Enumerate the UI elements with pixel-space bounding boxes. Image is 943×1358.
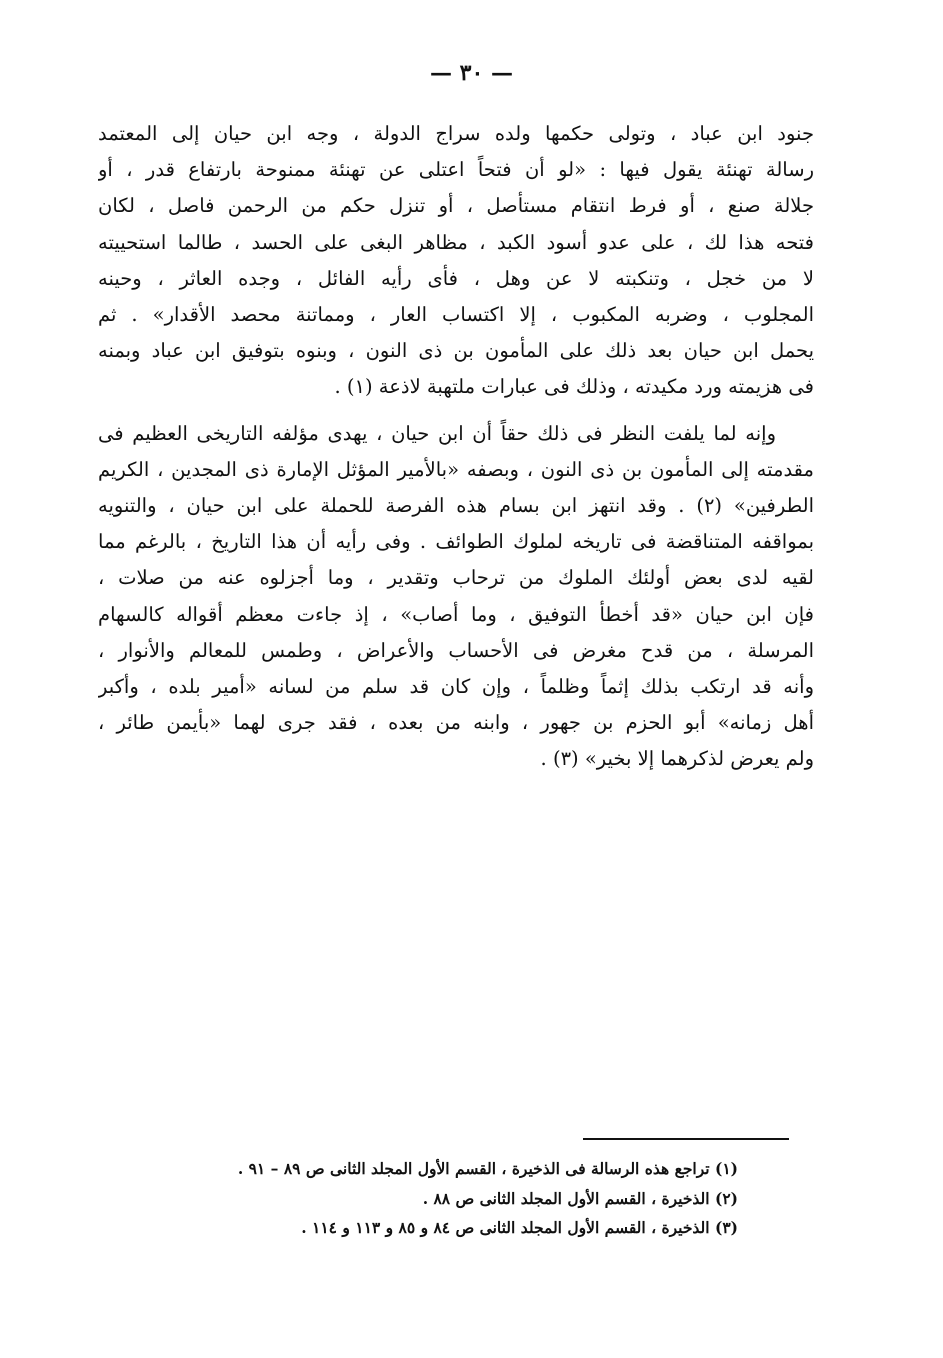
paragraph-2: [98, 416, 814, 778]
footnotes: [150, 1154, 738, 1243]
text-line: فإن ابن حيان «قد أخطأ التوفيق ، وما أصاب» ، إذ جاءت معظم أقواله كالسهام: [98, 602, 814, 626]
footnote-separator: [583, 1138, 789, 1140]
text-line: لا من خجل ، وتنكبته لا عن وهل ، فأى رأيه الفائل ، وجده العاثر ، وحينه: [98, 266, 814, 290]
text-line: وإنه لما يلفت النظر فى ذلك حقاً أن ابن حيان ، يهدى مؤلفه التاريخى العظيم فى: [98, 421, 776, 445]
text-line: المرسلة ، من قدح مغرض فى الأحساب والأعراض ، وطمس للمعالم والأنوار ،: [98, 638, 814, 662]
text-line: ولم يعرض لذكرهما إلا بخير» (٣) .: [540, 747, 814, 771]
paragraph-1: [98, 116, 814, 406]
text-line: مقدمته إلى المأمون بن ذى النون ، وبصفه «بالأمير المؤثل الإمارة ذى المجدين ، الكريم: [98, 457, 814, 481]
text-line: رسالة تهنئة يقول فيها : «لو أن فتحاً اعتلى عن تهنئة ممنوحة بارتفاع قدر ، أو: [98, 158, 814, 182]
footnote-2: (٢) الذخيرة ، القسم الأول المجلد الثانى ص ٨٨ .: [422, 1188, 738, 1208]
text-line: جلالة صنع ، أو فرط انتقام مستأصل ، أو تنزل حكم من الرحمن فاصل ، لكان: [98, 194, 814, 218]
footnote-3: (٣) الذخيرة ، القسم الأول المجلد الثانى ص ٨٤ و ٨٥ و ١١٣ و ١١٤ .: [301, 1218, 738, 1237]
text-line: بمواقفه المتناقضة فى تاريخه لملوك الطوائف . وفى رأيه أن هذا التاريخ ، بالرغم مما: [98, 530, 814, 554]
body-text: [98, 116, 814, 778]
text-line: لقيه لدى بعض أولئك الملوك من ترحاب وتقدير ، وما أجزلوه عنه من صلات ،: [98, 566, 814, 590]
text-line: يحمل ابن حيان بعد ذلك على المأمون بن ذى النون ، وبنوه بتوفيق ابن عباد وبمنه: [98, 339, 814, 363]
text-line: الطرفين» (٢) . وقد انتهز ابن بسام هذه الفرصة للحملة على ابن حيان ، والتنويه: [98, 494, 814, 518]
text-line: أهل زمانه» أبو الحزم بن جهور ، وابنه من بعده ، فقد جرى لهما «بأيمن طائر ،: [98, 711, 814, 735]
text-line: فتحه هذا لك ، على عدو أسود الكبد ، مظاهر البغى على الحسد ، طالما استحييته: [98, 230, 814, 254]
page-number: — ٣٠ —: [430, 60, 513, 86]
text-line: فى هزيمته ورد مكيدته ، وذلك فى عبارات ملتهبة لاذعة (١) .: [334, 375, 814, 399]
text-line: المجلوب ، وضربه المكبوب ، إلا اكتساب العار ، ومماتنة محصد الأقدار» . ثم: [98, 303, 814, 327]
text-line: جنود ابن عباد ، وتولى حكمها ولده سراج الدولة ، وجه ابن حيان إلى المعتمد: [98, 122, 814, 145]
footnote-1: (١) تراجع هذه الرسالة فى الذخيرة ، القسم الأول المجلد الثانى ص ٨٩ – ٩١ .: [237, 1159, 738, 1178]
text-line: وأنه قد ارتكب بذلك إثماً وظلماً ، وإن كان قد سلم من لسانه «أمير بلده ، وأكبر: [98, 675, 814, 699]
